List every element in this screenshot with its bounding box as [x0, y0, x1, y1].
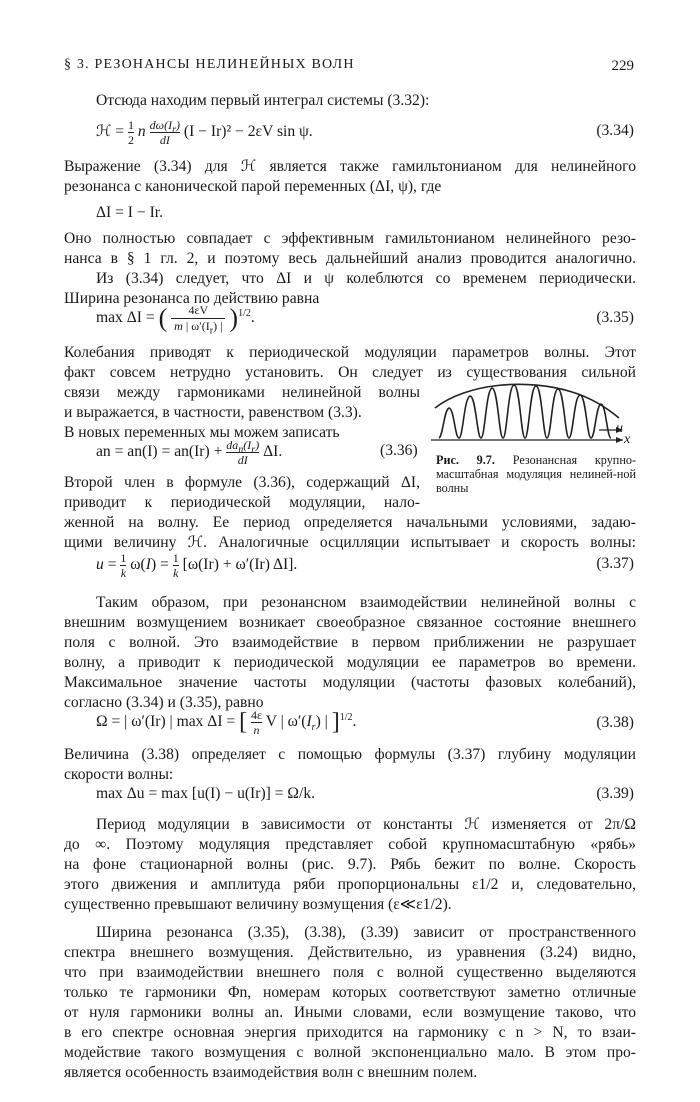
text-line: до ∞. Поэтому модуляция представляет собой крупномасштабную «рябь»	[64, 836, 636, 853]
figure-9-7	[427, 378, 637, 450]
text-line: Таким образом, при резонансном взаимодействии нелинейной волны с	[96, 594, 636, 611]
figure-caption-text: Резонансная крупно-масштабная модуляция нелиней-ной волны	[436, 453, 637, 495]
figure-caption-title: Рис. 9.7.	[436, 453, 495, 467]
text-line: только те гармоники Φn, номерам которых соответствуют заметно отличные	[64, 984, 636, 1001]
text-line: Отсюда находим первый интеграл системы (3.32):	[96, 92, 430, 109]
text-line: Оно полностью совпадает с эффективным гамильтонианом нелинейного резо-	[64, 230, 636, 247]
text-line: волну, а приводит к периодической модуляции ее параметров во времени.	[64, 654, 636, 671]
text-line: является особенность взаимодействия волн с внешним полем.	[64, 1064, 478, 1081]
text-line: внешним возмущением возникает своеобразное связанное состояние внешнего	[64, 614, 636, 631]
text-line: согласно (3.34) и (3.35), равно	[64, 694, 264, 711]
envelope-curve	[435, 384, 619, 418]
equation-3-37: u = 1 k ω(I) = 1 k [ω(Ir) + ω′(Ir) ΔI].	[96, 551, 298, 580]
text-line: Выражение (3.34) для ℋ является также гамильтонианом для нелинейного	[64, 158, 636, 175]
text-line: Величина (3.38) определяет с помощью формулы (3.37) глубину модуляции	[64, 746, 636, 763]
x-axis-arrow	[616, 437, 623, 443]
text-line: связи между гармониками нелинейной волны	[64, 384, 420, 401]
equation-delta-I: ΔI = I − Ir.	[96, 204, 164, 221]
page-number: 229	[611, 58, 634, 74]
text-line: Ширина резонанса по действию равна	[64, 290, 320, 307]
text-line: и выражается, в частности, равенством (3.3).	[64, 404, 362, 421]
axis-label-u: u	[616, 421, 623, 436]
text-line: приводит к периодической модуляции, нало-	[64, 494, 420, 511]
text-line: модействие такого возмущения с волной экспоненциально мало. В этом про-	[64, 1044, 636, 1061]
equation-number: (3.38)	[596, 714, 634, 731]
text-line: от нуля гармоники волны an. Иными словами, если возмущение таково, что	[64, 1004, 636, 1021]
equation-number: (3.37)	[596, 555, 634, 572]
figure-caption	[436, 453, 636, 495]
text-line: Период модуляции в зависимости от константы ℋ изменяется от 2π/Ω	[96, 816, 636, 833]
equation-number: (3.34)	[596, 122, 634, 139]
text-line: Колебания приводят к периодической модуляции параметров волны. Этот	[64, 344, 636, 361]
equation-3-35: max ΔI = ( 4εV m | $\omega'(I_r)$ | )$^{1/2}$.	[96, 303, 255, 337]
text-line: В новых переменных мы можем записать	[64, 424, 340, 441]
equation-number: (3.36)	[380, 442, 418, 459]
text-line: Максимальное значение частоты модуляции (частоты фазовых колебаний),	[64, 674, 636, 691]
text-line: скорости волны:	[64, 766, 174, 783]
equation-number: (3.35)	[596, 309, 634, 326]
equation-number: (3.39)	[596, 785, 634, 802]
text-line: этого движения и амплитуда ряби пропорциональны ε1/2 и, следовательно,	[64, 876, 636, 893]
axis-label-x: x	[624, 432, 631, 447]
equation-3-39: max Δu = max [u(I) − u(Ir)] = Ω/k.	[96, 785, 316, 802]
text-line: поля с волной. Это взаимодействие в первом приближении не разрушает	[64, 634, 636, 651]
text-line: резонанса с канонической парой переменных (ΔI, ψ), где	[64, 178, 442, 195]
text-line: что при взаимодействии внешнего поля с волной существенно выделяются	[64, 964, 636, 981]
text-line: на фоне стационарной волны (рис. 9.7). Рябь бежит по волне. Скорость	[64, 856, 636, 873]
equation-3-36: an = $an(I) = an(Ir) + da_n(I_r)$ dI ΔI.	[96, 438, 283, 467]
text-line: нанса в § 1 гл. 2, и поэтому весь дальнейший анализ проводится аналогично.	[64, 250, 636, 267]
text-line: Второй член в формуле (3.36), содержащий ΔI,	[64, 474, 420, 491]
equation-3-34: ℋ = 1 2 n $\frac{d\omega(I_r)}{dI}$ (I − Ir)² − 2εV sin ψ.	[96, 118, 313, 147]
text-line: Ширина резонанса (3.35), (3.38), (3.39) зависит от пространственного	[96, 924, 636, 941]
equation-3-38: Ω = | ω′(Ir) | max ΔI = [ 4ε n V | $\omega'(I_r)$ | ]$^{1/2}$.	[96, 708, 357, 737]
text-line: факт совсем нетрудно установить. Он следует из существования сильной	[64, 364, 636, 381]
text-line: спектра внешнего возмущения. Действительно, из уравнения (3.24) видно,	[64, 944, 636, 961]
text-line: существенно превышают величину возмущения (ε≪ε1/2).	[64, 896, 452, 913]
text-line: щими величину ℋ. Аналогичные осцилляции испытывает и скорость волны:	[64, 534, 636, 551]
text-line: в его спектре основная энергия приходится на гармонику с n > N, то взаи-	[64, 1024, 636, 1041]
text-line: женной на волну. Ее период определяется начальными условиями, задаю-	[64, 514, 636, 531]
text-line: Из (3.34) следует, что ΔI и ψ колеблются со временем периодически.	[96, 270, 636, 287]
running-header: § 3. РЕЗОНАНСЫ НЕЛИНЕЙНЫХ ВОЛН	[64, 57, 355, 72]
